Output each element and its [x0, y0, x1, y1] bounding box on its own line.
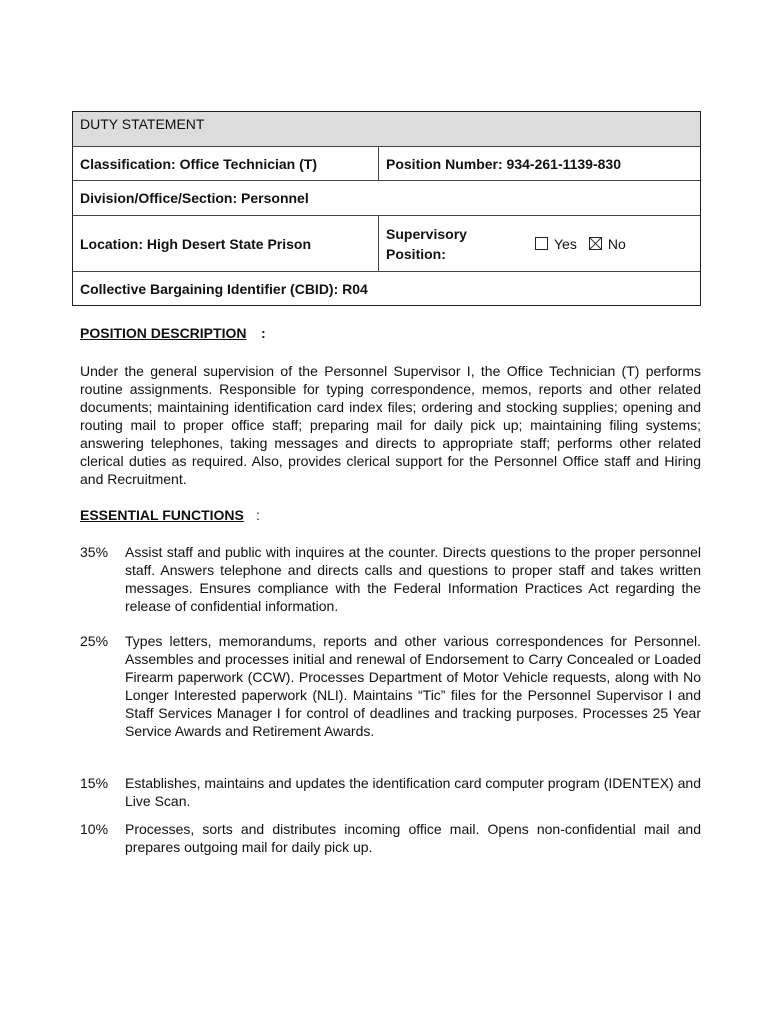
supervisory-label-line2: Position:: [386, 245, 446, 262]
function-item: [80, 632, 701, 740]
cbid-row: [73, 271, 700, 305]
duty-statement-table: [72, 111, 701, 306]
function-item: [80, 774, 701, 810]
classification-field: Classification: Office Technician (T): [73, 147, 379, 180]
yes-checkbox[interactable]: [535, 237, 548, 250]
no-label: No: [607, 235, 626, 252]
function-percent: 10%: [80, 821, 109, 837]
supervisory-cell: [379, 216, 700, 271]
classification-row: [73, 146, 700, 180]
position-description-heading-text: POSITION DESCRIPTION: [80, 325, 247, 341]
location-field: Location: High Desert State Prison: [73, 216, 379, 271]
essential-functions-colon: :: [256, 507, 260, 523]
no-checkbox[interactable]: [589, 237, 602, 250]
table-title-row: [73, 112, 700, 146]
yes-option[interactable]: [535, 236, 577, 252]
function-text: Processes, sorts and distributes incoming office mail. Opens non-confidential mail and prepares outgoing mail for daily pick up.: [125, 821, 701, 855]
position-description-text: Under the general supervision of the Personnel Supervisor I, the Office Technician (T) performs routine assignments. Responsible for typing correspondence, memos, reports and other related documents; maintaining identification card index files; ordering and stocking supplies; opening and routing mail to proper office staff; preparing mail for daily pick up; maintaining filing systems; answering telephones, taking messages and directs to appropriate staff; performs other related clerical duties as required. Also, provides clerical support for the Personnel Office staff and Hiring and Recruitment.: [80, 363, 701, 487]
cbid-field: Collective Bargaining Identifier (CBID): R04: [80, 280, 368, 297]
supervisory-options: [529, 236, 626, 252]
position-description-colon: :: [261, 325, 266, 341]
function-percent: 25%: [80, 633, 109, 649]
function-item: [80, 820, 701, 856]
table-title: DUTY STATEMENT: [80, 116, 205, 132]
function-text: Establishes, maintains and updates the identification card computer program (IDENTEX) and Live Scan.: [125, 775, 701, 809]
function-percent: 15%: [80, 775, 109, 791]
no-option[interactable]: [589, 236, 626, 252]
supervisory-label-line1: Supervisory: [386, 225, 467, 242]
function-item: [80, 543, 701, 615]
division-row: [73, 180, 700, 215]
location-row: [73, 215, 700, 271]
function-text: Types letters, memorandums, reports and other various correspondences for Personnel. Assembles and processes initial and renewal of Endorsement to Carry Concealed or Loaded Firearm paperwork (CCW). Processes Department of Motor Vehicle requests, along with No Longer Interested paperwork (NLI). Maintains “Tic” files for the Personnel Supervisor I and Staff Services Manager I for control of deadlines and tracking purposes. Processes 25 Year Service Awards and Retirement Awards.: [125, 633, 701, 739]
division-field: Division/Office/Section: Personnel: [80, 190, 309, 206]
function-text: Assist staff and public with inquires at the counter. Directs questions to the proper personnel staff. Answers telephone and directs calls and questions to proper staff and takes written messages. Ensures compliance with the Federal Information Practices Act regarding the release of confidential information.: [125, 544, 701, 614]
yes-label: Yes: [554, 235, 577, 252]
function-percent: 35%: [80, 544, 109, 560]
position-description-heading: [80, 325, 246, 341]
essential-functions-heading-text: ESSENTIAL FUNCTIONS: [80, 507, 244, 523]
position-number-field: Position Number: 934-261-1139-830: [386, 155, 621, 172]
essential-functions-heading: [80, 507, 244, 523]
supervisory-label: [379, 224, 529, 264]
